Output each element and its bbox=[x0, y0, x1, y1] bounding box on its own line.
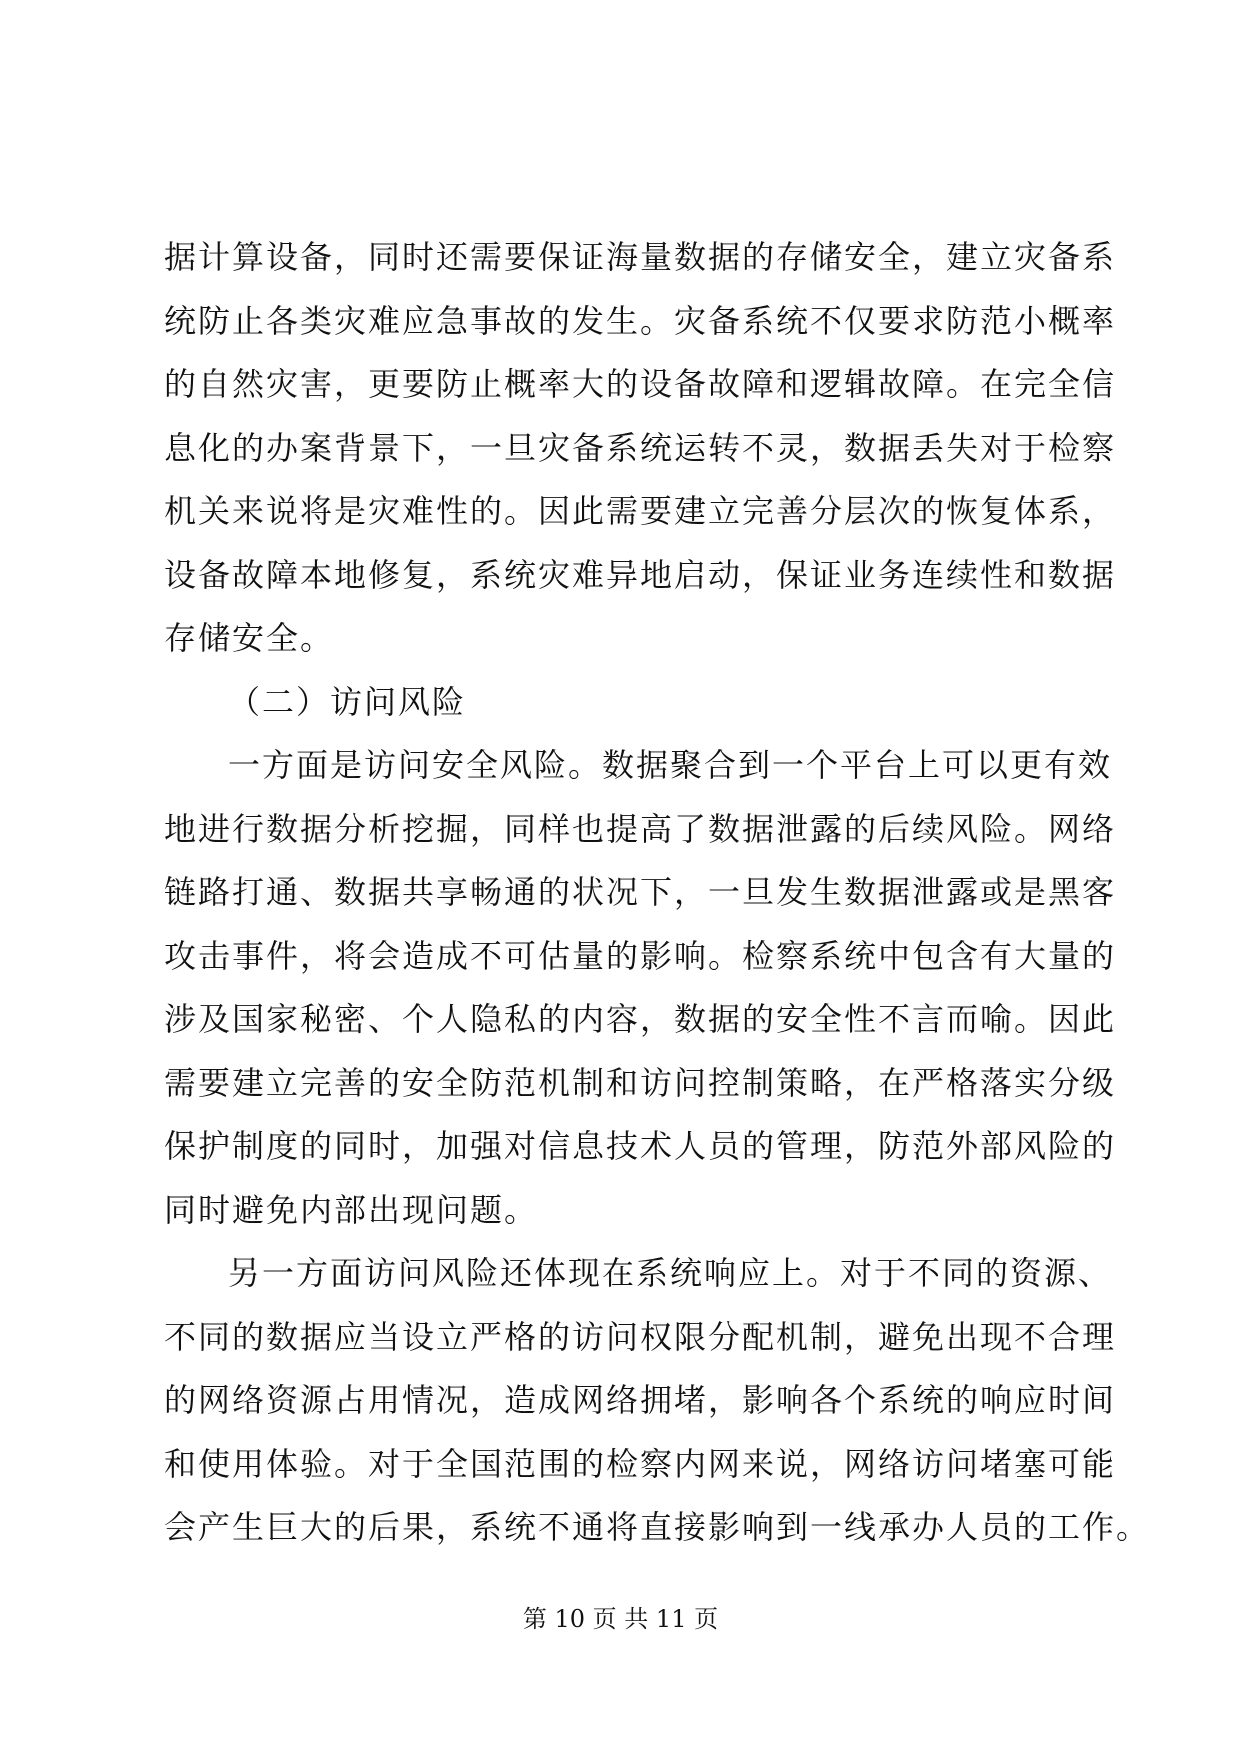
paragraph-line: 统防止各类灾难应急事故的发生。灾备系统不仅要求防范小概率 bbox=[164, 301, 1117, 340]
paragraph-line: 机关来说将是灾难性的。因此需要建立完善分层次的恢复体系， bbox=[164, 492, 1117, 530]
paragraph-line: 地进行数据分析挖掘，同样也提高了数据泄露的后续风险。网络 bbox=[164, 809, 1117, 848]
paragraph-line: 涉及国家秘密、个人隐私的内容，数据的安全性不言而喻。因此 bbox=[164, 1000, 1117, 1038]
paragraph-line: 同时避免内部出现问题。 bbox=[164, 1190, 539, 1229]
paragraph-line: 和使用体验。对于全国范围的检察内网来说，网络访问堵塞可能 bbox=[164, 1444, 1117, 1483]
paragraph-line: 一方面是访问安全风险。数据聚合到一个平台上可以更有效 bbox=[228, 746, 1113, 784]
paragraph-line: 息化的办案背景下，一旦灾备系统运转不灵，数据丢失对于检察 bbox=[164, 428, 1117, 467]
paragraph-line: 另一方面访问风险还体现在系统响应上。对于不同的资源、 bbox=[228, 1254, 1113, 1292]
paragraph-line: 不同的数据应当设立严格的访问权限分配机制，避免出现不合理 bbox=[164, 1317, 1117, 1356]
paragraph-line: 设备故障本地修复，系统灾难异地启动，保证业务连续性和数据 bbox=[164, 555, 1117, 594]
page-footer: 第 10 页 共 11 页 bbox=[522, 1605, 719, 1633]
paragraph-line: 保护制度的同时，加强对信息技术人员的管理，防范外部风险的 bbox=[164, 1127, 1117, 1165]
section-heading: （二）访问风险 bbox=[228, 682, 467, 721]
paragraph-line: 需要建立完善的安全防范机制和访问控制策略，在严格落实分级 bbox=[164, 1063, 1117, 1102]
paragraph-line: 链路打通、数据共享畅通的状况下，一旦发生数据泄露或是黑客 bbox=[164, 873, 1117, 911]
paragraph-line: 攻击事件，将会造成不可估量的影响。检察系统中包含有大量的 bbox=[164, 936, 1117, 975]
paragraph-line: 会产生巨大的后果，系统不通将直接影响到一线承办人员的工作。 bbox=[164, 1508, 1151, 1546]
paragraph-line: 存储安全。 bbox=[164, 619, 335, 657]
body-text bbox=[164, 226, 1151, 1560]
paragraph-line: 的自然灾害，更要防止概率大的设备故障和逻辑故障。在完全信 bbox=[164, 365, 1117, 403]
paragraph-line: 的网络资源占用情况，造成网络拥堵，影响各个系统的响应时间 bbox=[164, 1381, 1117, 1419]
paragraph-line: 据计算设备，同时还需要保证海量数据的存储安全，建立灾备系 bbox=[164, 238, 1117, 276]
